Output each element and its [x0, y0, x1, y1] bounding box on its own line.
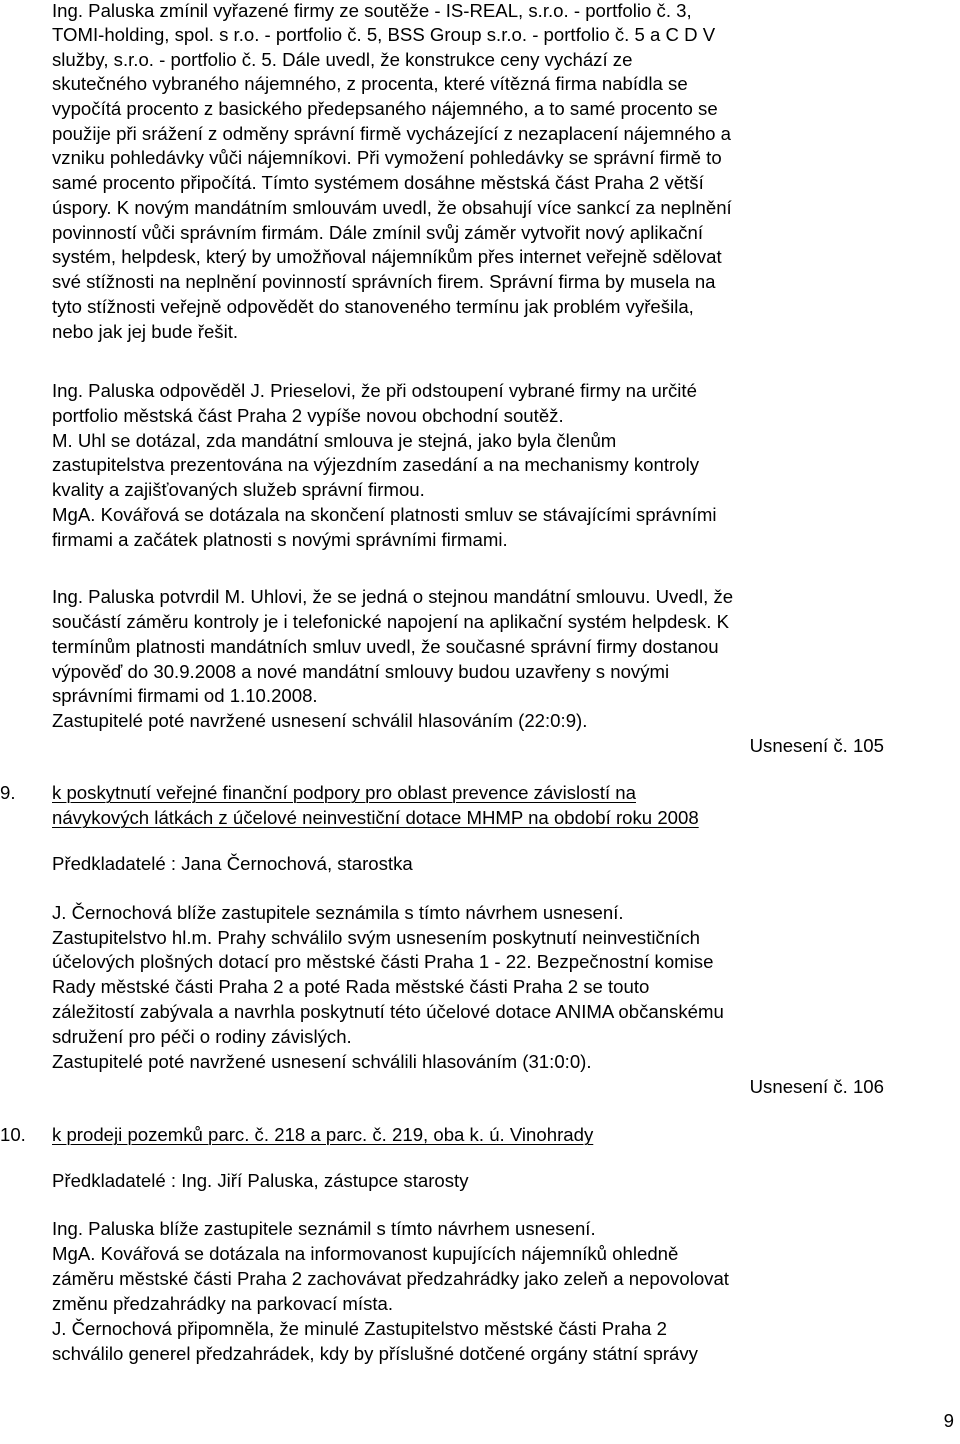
text-line: Ing. Paluska blíže zastupitele seznámil s tímto návrhem usnesení. — [52, 1218, 596, 1239]
text-line: výpověď do 30.9.2008 a nové mandátní smlouvy budou uzavřeny s novými — [52, 661, 670, 682]
text-line: Zastupitelé poté navržené usnesení schválil hlasováním (22:0:9). — [52, 710, 588, 731]
text-line: MgA. Kovářová se dotázala na skončení platnosti smluv se stávajícími správními — [52, 504, 717, 525]
text-line: použije při srážení z odměny správní firmě vycházející z nezaplacení nájemného a — [52, 123, 732, 144]
text-line: záležitostí zabývala a navrhla poskytnutí této účelové dotace ANIMA občanskému — [52, 1001, 724, 1022]
text-line: portfolio městská část Praha 2 vypíše novou obchodní soutěž. — [52, 405, 564, 426]
text-line: samé procento připočítá. Tímto systémem dosáhne městská část Praha 2 větší — [52, 172, 704, 193]
text-line: skutečného vybraného nájemného, z procenta, které vítězná firma nabídla se — [52, 73, 688, 94]
text-line: Rady městské části Praha 2 a poté Rada městské části Praha 2 se touto — [52, 976, 650, 997]
resolution-number: Usnesení č. 105 — [749, 735, 884, 756]
resolution-number: Usnesení č. 106 — [749, 1076, 884, 1097]
text-line: sdružení pro péči o rodiny závislých. — [52, 1026, 352, 1047]
text-line: povinností vůči správním firmám. Dále zmínil svůj záměr vytvořit nový aplikační — [52, 222, 703, 243]
text-line: M. Uhl se dotázal, zda mandátní smlouva je stejná, jako byla členům — [52, 430, 617, 451]
submitter: Předkladatelé : Jana Černochová, starostka — [52, 853, 413, 874]
text-line: J. Černochová blíže zastupitele seznámila s tímto návrhem usnesení. — [52, 902, 624, 923]
item-title: k prodeji pozemků parc. č. 218 a parc. č. 219, oba k. ú. Vinohrady — [52, 1124, 594, 1145]
text-line: Zastupitelé poté navržené usnesení schválili hlasováním (31:0:0). — [52, 1051, 592, 1072]
text-line: služby, s.r.o. - portfolio č. 5. Dále uvedl, že konstrukce ceny vychází ze — [52, 49, 633, 70]
text-line: Zastupitelstvo hl.m. Prahy schválilo svým usnesením poskytnutí neinvestičních — [52, 927, 700, 948]
text-line: správními firmami od 1.10.2008. — [52, 685, 318, 706]
text-line: Ing. Paluska potvrdil M. Uhlovi, že se jedná o stejnou mandátní smlouvu. Uvedl, že — [52, 586, 734, 607]
text-line: systém, helpdesk, který by umožňoval nájemníkům přes internet veřejně sdělovat — [52, 246, 722, 267]
text-line: změnu předzahrádky na parkovací místa. — [52, 1293, 394, 1314]
text-line: zastupitelstva prezentována na výjezdním zasedání a na mechanismy kontroly — [52, 454, 699, 475]
text-line: J. Černochová připomněla, že minulé Zastupitelstvo městské části Praha 2 — [52, 1318, 667, 1339]
text-line: nebo jak jej bude řešit. — [52, 321, 239, 342]
item-title: návykových látkách z účelové neinvestiční dotace MHMP na období roku 2008 — [52, 807, 699, 828]
text-line: záměru městské části Praha 2 zachovávat předzahrádky jako zeleň a nepovolovat — [52, 1268, 729, 1289]
text-line: součástí záměru kontroly je i telefonické napojení na aplikační systém helpdesk. K — [52, 611, 729, 632]
text-line: úspory. K novým mandátním smlouvám uvedl, že obsahují více sankcí za neplnění — [52, 197, 732, 218]
item-title: k poskytnutí veřejné finanční podpory pro oblast prevence závislostí na — [52, 782, 636, 803]
text-line: své stížnosti na neplnění povinností správních firem. Správní firma by musela na — [52, 271, 716, 292]
text-line: tyto stížnosti veřejně odpovědět do stanoveného termínu jak problém vyřešila, — [52, 296, 694, 317]
text-line: schválilo generel předzahrádek, kdy by příslušné dotčené orgány státní správy — [52, 1343, 698, 1364]
text-line: kvality a zajišťovaných služeb správní firmou. — [52, 479, 425, 500]
item-number: 9. — [0, 782, 16, 803]
submitter: Předkladatelé : Ing. Jiří Paluska, zástupce starosty — [52, 1170, 469, 1191]
item-number: 10. — [0, 1124, 26, 1145]
text-line: termínům platnosti mandátních smluv uvedl, že současné správní firmy dostanou — [52, 636, 719, 657]
text-line: Ing. Paluska odpověděl J. Prieselovi, že při odstoupení vybrané firmy na určité — [52, 380, 697, 401]
text-line: účelových plošných dotací pro městské části Praha 1 - 22. Bezpečnostní komise — [52, 951, 714, 972]
text-line: firmami a začátek platnosti s novými správními firmami. — [52, 529, 508, 550]
text-line: vzniku pohledávky vůči nájemníkovi. Při vymožení pohledávky se správní firmě to — [52, 147, 722, 168]
text-line: Ing. Paluska zmínil vyřazené firmy ze soutěže - IS-REAL, s.r.o. - portfolio č. 3, — [52, 0, 692, 21]
text-line: TOMI-holding, spol. s r.o. - portfolio č. 5, BSS Group s.r.o. - portfolio č. 5 a C D V — [52, 24, 716, 45]
page-number: 9 — [943, 1410, 954, 1431]
text-line: MgA. Kovářová se dotázala na informovanost kupujících nájemníků ohledně — [52, 1243, 679, 1264]
text-line: vypočítá procento z basického předepsaného nájemného, a to samé procento se — [52, 98, 718, 119]
